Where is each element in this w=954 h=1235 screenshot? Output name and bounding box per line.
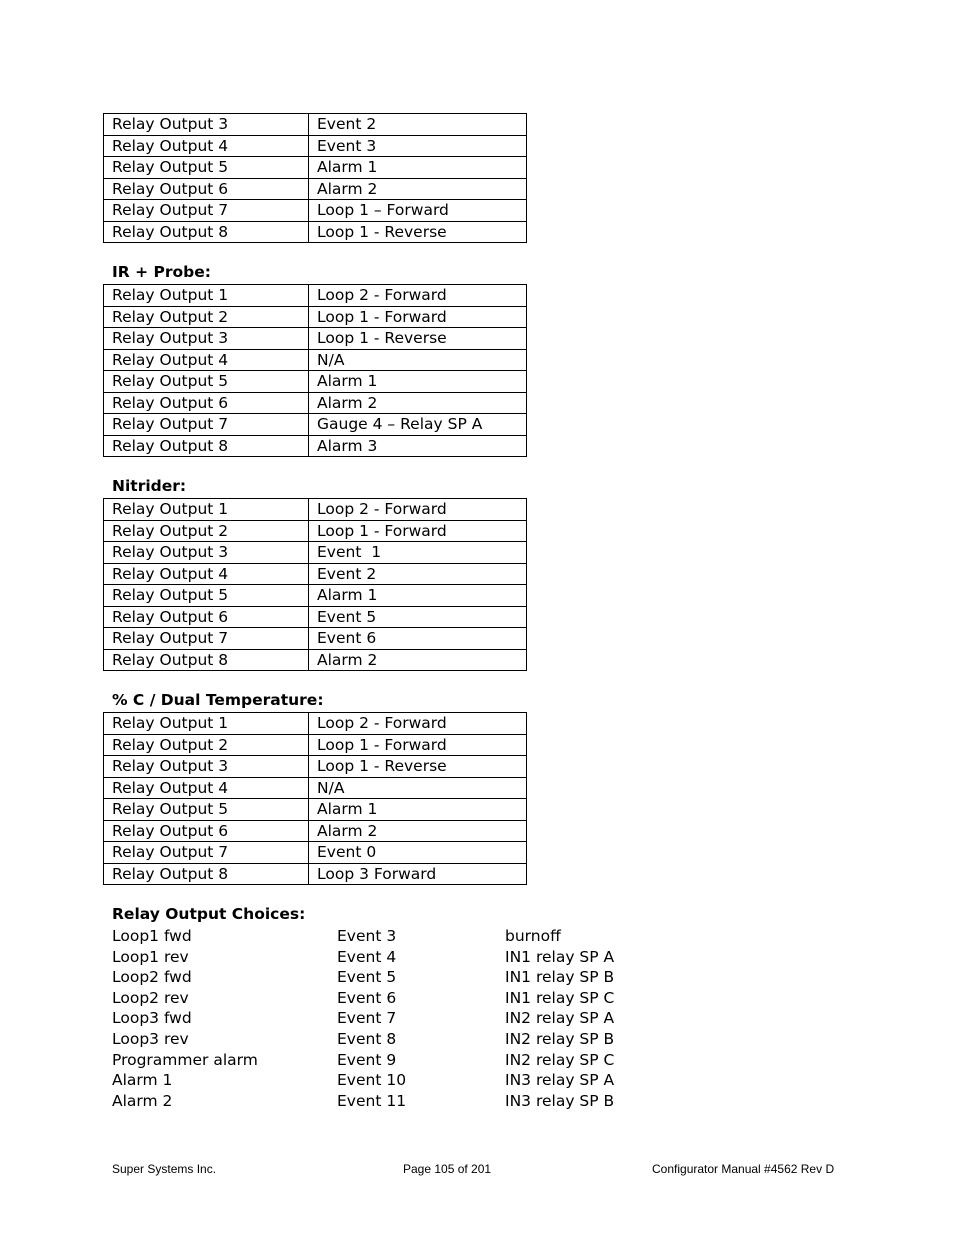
relay-output-cell: Relay Output 5 (104, 371, 309, 393)
relay-output-cell: Relay Output 7 (104, 628, 309, 650)
assignment-cell: Event 1 (309, 542, 527, 564)
table-row (104, 628, 527, 650)
relay-table-ir-probe (103, 284, 527, 457)
footer-company: Super Systems Inc. (112, 1162, 217, 1176)
table-row (104, 349, 527, 371)
relay-output-cell: Relay Output 6 (104, 820, 309, 842)
section-heading-dual-temperature: % C / Dual Temperature: (112, 691, 324, 709)
choice-item: IN2 relay SP A (505, 1009, 615, 1028)
relay-output-cell: Relay Output 3 (104, 114, 309, 136)
table-row (104, 200, 527, 222)
choice-item: Event 3 (337, 927, 397, 945)
assignment-cell: Loop 1 - Forward (309, 306, 527, 328)
section-heading-relay-output-choices: Relay Output Choices: (112, 905, 306, 923)
assignment-cell: Loop 2 - Forward (309, 285, 527, 307)
assignment-cell: Alarm 3 (309, 435, 527, 457)
relay-output-cell: Relay Output 4 (104, 777, 309, 799)
table-row (104, 435, 527, 457)
relay-output-cell: Relay Output 7 (104, 200, 309, 222)
choice-item: IN3 relay SP A (505, 1071, 615, 1090)
table-row (104, 520, 527, 542)
choice-item: Loop1 rev (112, 947, 189, 966)
choice-item: Loop1 fwd (112, 927, 192, 945)
assignment-cell: Loop 1 - Reverse (309, 221, 527, 243)
assignment-cell: Event 6 (309, 628, 527, 650)
footer-page-number: Page 105 of 201 (403, 1162, 492, 1176)
table-row (104, 328, 527, 350)
assignment-cell: Alarm 2 (309, 392, 527, 414)
table-row (104, 756, 527, 778)
choice-item: Event 10 (337, 1071, 407, 1090)
choice-item: Loop3 rev (112, 1029, 189, 1048)
table-row (104, 285, 527, 307)
choice-item: Alarm 2 (112, 1091, 173, 1110)
table-row (104, 585, 527, 607)
choice-item: IN1 relay SP C (505, 988, 615, 1007)
choice-item: Event 4 (337, 947, 397, 966)
table-row (104, 842, 527, 864)
assignment-cell: Event 2 (309, 114, 527, 136)
relay-output-cell: Relay Output 3 (104, 756, 309, 778)
choice-item: Loop3 fwd (112, 1009, 192, 1028)
assignment-cell: Loop 1 - Forward (309, 734, 527, 756)
choice-item: IN1 relay SP B (505, 968, 615, 987)
choice-item: Programmer alarm (112, 1050, 258, 1069)
relay-output-cell: Relay Output 2 (104, 306, 309, 328)
relay-output-cell: Relay Output 1 (104, 285, 309, 307)
assignment-cell: Event 0 (309, 842, 527, 864)
relay-output-cell: Relay Output 8 (104, 649, 309, 671)
table-row (104, 306, 527, 328)
table-row (104, 221, 527, 243)
relay-output-cell: Relay Output 3 (104, 328, 309, 350)
choice-item: Event 8 (337, 1029, 397, 1048)
assignment-cell: Loop 1 – Forward (309, 200, 527, 222)
assignment-cell: Alarm 1 (309, 585, 527, 607)
assignment-cell: Gauge 4 – Relay SP A (309, 414, 527, 436)
relay-output-cell: Relay Output 5 (104, 585, 309, 607)
relay-table-dual-temperature (103, 712, 527, 885)
relay-output-cell: Relay Output 2 (104, 520, 309, 542)
assignment-cell: Loop 3 Forward (309, 863, 527, 885)
relay-output-cell: Relay Output 6 (104, 392, 309, 414)
relay-output-cell: Relay Output 6 (104, 178, 309, 200)
table-row (104, 157, 527, 179)
assignment-cell: N/A (309, 777, 527, 799)
assignment-cell: Loop 1 - Reverse (309, 756, 527, 778)
assignment-cell: Loop 2 - Forward (309, 713, 527, 735)
table-row (104, 713, 527, 735)
assignment-cell: Alarm 2 (309, 649, 527, 671)
table-row (104, 414, 527, 436)
assignment-cell: N/A (309, 349, 527, 371)
choice-item: IN3 relay SP B (505, 1091, 615, 1110)
choice-item: Loop2 rev (112, 988, 189, 1007)
relay-table-continued (103, 113, 527, 243)
relay-output-cell: Relay Output 3 (104, 542, 309, 564)
assignment-cell: Loop 2 - Forward (309, 499, 527, 521)
assignment-cell: Loop 1 - Reverse (309, 328, 527, 350)
table-row (104, 499, 527, 521)
relay-output-cell: Relay Output 2 (104, 734, 309, 756)
choice-item: Event 7 (337, 1009, 397, 1028)
choice-item: burnoff (505, 927, 561, 945)
choice-item: Event 5 (337, 968, 397, 987)
relay-output-cell: Relay Output 4 (104, 563, 309, 585)
assignment-cell: Loop 1 - Forward (309, 520, 527, 542)
assignment-cell: Event 3 (309, 135, 527, 157)
assignment-cell: Alarm 2 (309, 820, 527, 842)
table-row (104, 392, 527, 414)
choice-item: IN2 relay SP B (505, 1029, 615, 1048)
table-row (104, 799, 527, 821)
choice-item: Event 9 (337, 1050, 397, 1069)
table-row (104, 649, 527, 671)
assignment-cell: Alarm 2 (309, 178, 527, 200)
relay-output-cell: Relay Output 5 (104, 157, 309, 179)
table-row (104, 114, 527, 136)
table-row (104, 563, 527, 585)
choice-item: Event 11 (337, 1091, 407, 1110)
choice-item: IN2 relay SP C (505, 1050, 615, 1069)
assignment-cell: Event 2 (309, 563, 527, 585)
section-heading-ir-probe: IR + Probe: (112, 263, 211, 281)
table-row (104, 135, 527, 157)
table-row (104, 178, 527, 200)
choice-item: IN1 relay SP A (505, 947, 615, 966)
section-heading-nitrider: Nitrider: (112, 477, 187, 495)
relay-output-cell: Relay Output 7 (104, 414, 309, 436)
relay-output-cell: Relay Output 8 (104, 863, 309, 885)
assignment-cell: Alarm 1 (309, 799, 527, 821)
relay-output-cell: Relay Output 8 (104, 221, 309, 243)
table-row (104, 820, 527, 842)
assignment-cell: Event 5 (309, 606, 527, 628)
footer-manual-id: Configurator Manual #4562 Rev D (652, 1162, 835, 1176)
relay-output-cell: Relay Output 8 (104, 435, 309, 457)
table-row (104, 734, 527, 756)
relay-output-cell: Relay Output 1 (104, 713, 309, 735)
relay-output-cell: Relay Output 5 (104, 799, 309, 821)
table-row (104, 371, 527, 393)
choices-column-relay-sp (505, 926, 614, 1111)
assignment-cell: Alarm 1 (309, 371, 527, 393)
relay-output-cell: Relay Output 6 (104, 606, 309, 628)
relay-output-cell: Relay Output 4 (104, 135, 309, 157)
relay-output-cell: Relay Output 4 (104, 349, 309, 371)
table-row (104, 777, 527, 799)
assignment-cell: Alarm 1 (309, 157, 527, 179)
choice-item: Loop2 fwd (112, 968, 192, 987)
choices-column-loops (112, 926, 258, 1111)
relay-table-nitrider (103, 498, 527, 671)
choice-item: Event 6 (337, 988, 397, 1007)
table-row (104, 606, 527, 628)
table-row (104, 863, 527, 885)
relay-output-cell: Relay Output 1 (104, 499, 309, 521)
table-row (104, 542, 527, 564)
choice-item: Alarm 1 (112, 1071, 173, 1090)
choices-column-events (337, 926, 406, 1111)
relay-output-cell: Relay Output 7 (104, 842, 309, 864)
